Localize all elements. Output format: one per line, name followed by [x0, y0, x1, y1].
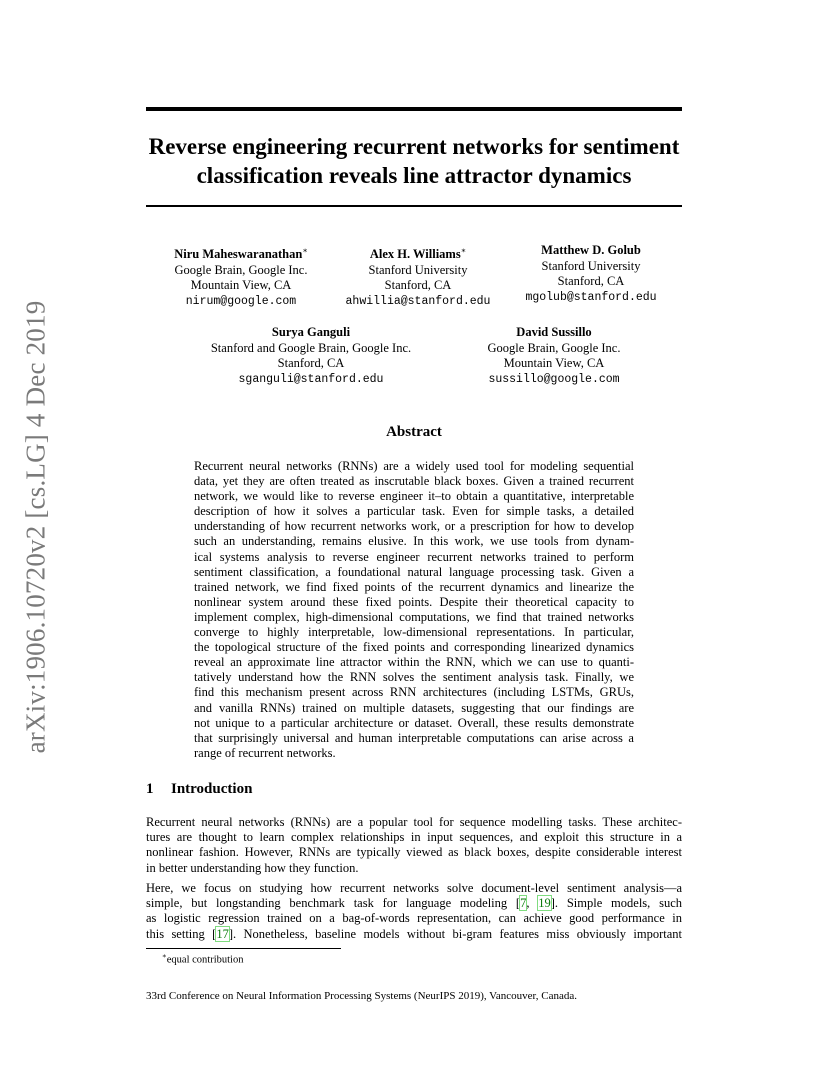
footnote	[162, 952, 243, 966]
abstract-line: implement complex, high-dimensional computations, we find that trained networks	[194, 609, 634, 624]
paragraph-line: nonlinear fashion. However, RNNs are typically viewed as black boxes, despite considerable interest	[146, 845, 682, 860]
section-title: Introduction	[171, 781, 253, 797]
author-block	[165, 243, 317, 309]
author-block	[518, 243, 664, 305]
author-email: mgolub@stanford.edu	[525, 290, 657, 304]
author-location: Mountain View, CA	[190, 278, 292, 293]
intro-paragraph-1	[146, 815, 682, 876]
author-name: Alex H. Williams∗	[369, 246, 467, 262]
abstract-line: find this mechanism present across RNN architectures (including LSTMs, GRUs,	[194, 685, 634, 700]
abstract-line: sentiment classification, a foundational natural language processing task. Given a	[194, 564, 634, 579]
author-name: Surya Ganguli	[271, 325, 351, 339]
title-line-2: classification reveals line attractor dynamics	[196, 163, 632, 188]
abstract-line: not unique to a particular architecture or dataset. Overall, these results demonstrate	[194, 715, 634, 730]
paragraph-line: tures are thought to learn complex relationships in input sequences, and exploit this structure in a	[146, 830, 682, 845]
section-heading-introduction	[146, 781, 252, 798]
abstract-line: tatively understand how the RNN solves the sentiment analysis task. Finally, we	[194, 670, 634, 685]
author-affiliation: Stanford University	[541, 258, 641, 273]
author-affiliation: Stanford and Google Brain, Google Inc.	[210, 340, 412, 355]
paragraph-line: in better understanding how they function.	[146, 860, 359, 875]
author-location: Stanford, CA	[384, 278, 452, 293]
author-affiliation: Stanford University	[368, 262, 468, 277]
abstract-line: trained network, we find fixed points of the recurrent dynamics and linearize the	[194, 579, 634, 594]
footnote-rule	[146, 948, 341, 949]
abstract-heading: Abstract	[386, 424, 442, 440]
author-location: Stanford, CA	[557, 274, 625, 288]
intro-paragraph-2	[146, 881, 682, 942]
paragraph-line: Recurrent neural networks (RNNs) are a popular tool for sequence modelling tasks. These architec-	[146, 815, 682, 829]
paragraph-line: Here, we focus on studying how recurrent networks solve document-level sentiment analysis—a	[146, 881, 682, 895]
section-number: 1	[146, 781, 154, 797]
title-bottom-rule	[146, 205, 682, 207]
abstract-line: data, yet they are often treated as inscrutable black boxes. Given a trained recurrent	[194, 474, 634, 489]
abstract-line: the topological structure of the fixed points and corresponding linearized dynamics	[194, 640, 634, 655]
abstract-line: understanding of how recurrent networks work, or a prescription for how to develop	[194, 519, 634, 534]
abstract-line: and vanilla RNNs) trained on multiple datasets, suggesting that our findings are	[194, 700, 634, 715]
equal-contribution-mark: ∗	[460, 246, 467, 255]
author-email: nirum@google.com	[185, 294, 297, 308]
title-line-1: Reverse engineering recurrent networks for sentiment	[148, 134, 680, 159]
author-affiliation: Google Brain, Google Inc.	[174, 262, 308, 277]
paragraph-line: simple, but longstanding benchmark task for language modeling [7, 19]. Simple models, such	[146, 896, 682, 911]
abstract-line: such an understanding, remains elusive. In this work, we use tools from dynam-	[194, 534, 634, 549]
footnote-text: equal contribution	[166, 954, 244, 966]
conference-notice: 33rd Conference on Neural Information Processing Systems (NeurIPS 2019), Vancouver, Canada.	[146, 990, 578, 1002]
author-email: sussillo@google.com	[488, 372, 620, 386]
author-name: David Sussillo	[516, 325, 592, 339]
abstract-line: Recurrent neural networks (RNNs) are a widely used tool for modeling sequential	[194, 459, 634, 473]
citation-link[interactable]: 19	[538, 896, 551, 911]
citation-link[interactable]: 7	[520, 896, 527, 911]
footnote-mark: ∗	[162, 952, 167, 960]
abstract-line: that surprisingly universal and human interpretable computations can arise across a	[194, 730, 634, 745]
paragraph-line: this setting [17]. Nonetheless, baseline models without bi-gram features miss obviously important	[146, 926, 682, 941]
author-location: Mountain View, CA	[503, 356, 605, 370]
author-location: Stanford, CA	[277, 356, 345, 370]
author-email: sganguli@stanford.edu	[238, 372, 384, 386]
author-block	[200, 325, 422, 387]
author-affiliation: Google Brain, Google Inc.	[487, 340, 621, 355]
abstract-line: nonlinear system around these fixed points. Despite their theoretical capacity to	[194, 594, 634, 609]
author-block	[478, 325, 630, 387]
equal-contribution-mark: ∗	[302, 246, 308, 255]
abstract-line: reveal an approximate line attractor within the RNN, which we can use to quanti-	[194, 655, 634, 670]
title-top-rule	[146, 107, 682, 111]
abstract-body	[194, 459, 634, 761]
author-email: ahwillia@stanford.edu	[345, 294, 491, 308]
citation-link[interactable]: 17	[216, 926, 229, 941]
author-name: Matthew D. Golub	[541, 243, 641, 257]
abstract-line: network, we would like to reverse engineer it–to obtain a quantitative, interpretable	[194, 489, 634, 504]
paper-title	[146, 132, 682, 190]
author-name: Niru Maheswaranathan∗	[174, 246, 308, 262]
author-block	[340, 243, 496, 309]
arxiv-identifier: arXiv:1906.10720v2 [cs.LG] 4 Dec 2019	[20, 300, 51, 754]
abstract-line: range of recurrent networks.	[194, 745, 336, 760]
abstract-line: description of how it solves a particular task. Even for simple tasks, a detailed	[194, 504, 634, 519]
abstract-line: ical systems analysis to reverse engineer recurrent networks trained to perform	[194, 549, 634, 564]
paragraph-line: as logistic regression trained on a bag-of-words representation, can achieve good performance in	[146, 911, 682, 926]
abstract-line: converge to highly interpretable, low-dimensional representations. In particular,	[194, 625, 634, 640]
